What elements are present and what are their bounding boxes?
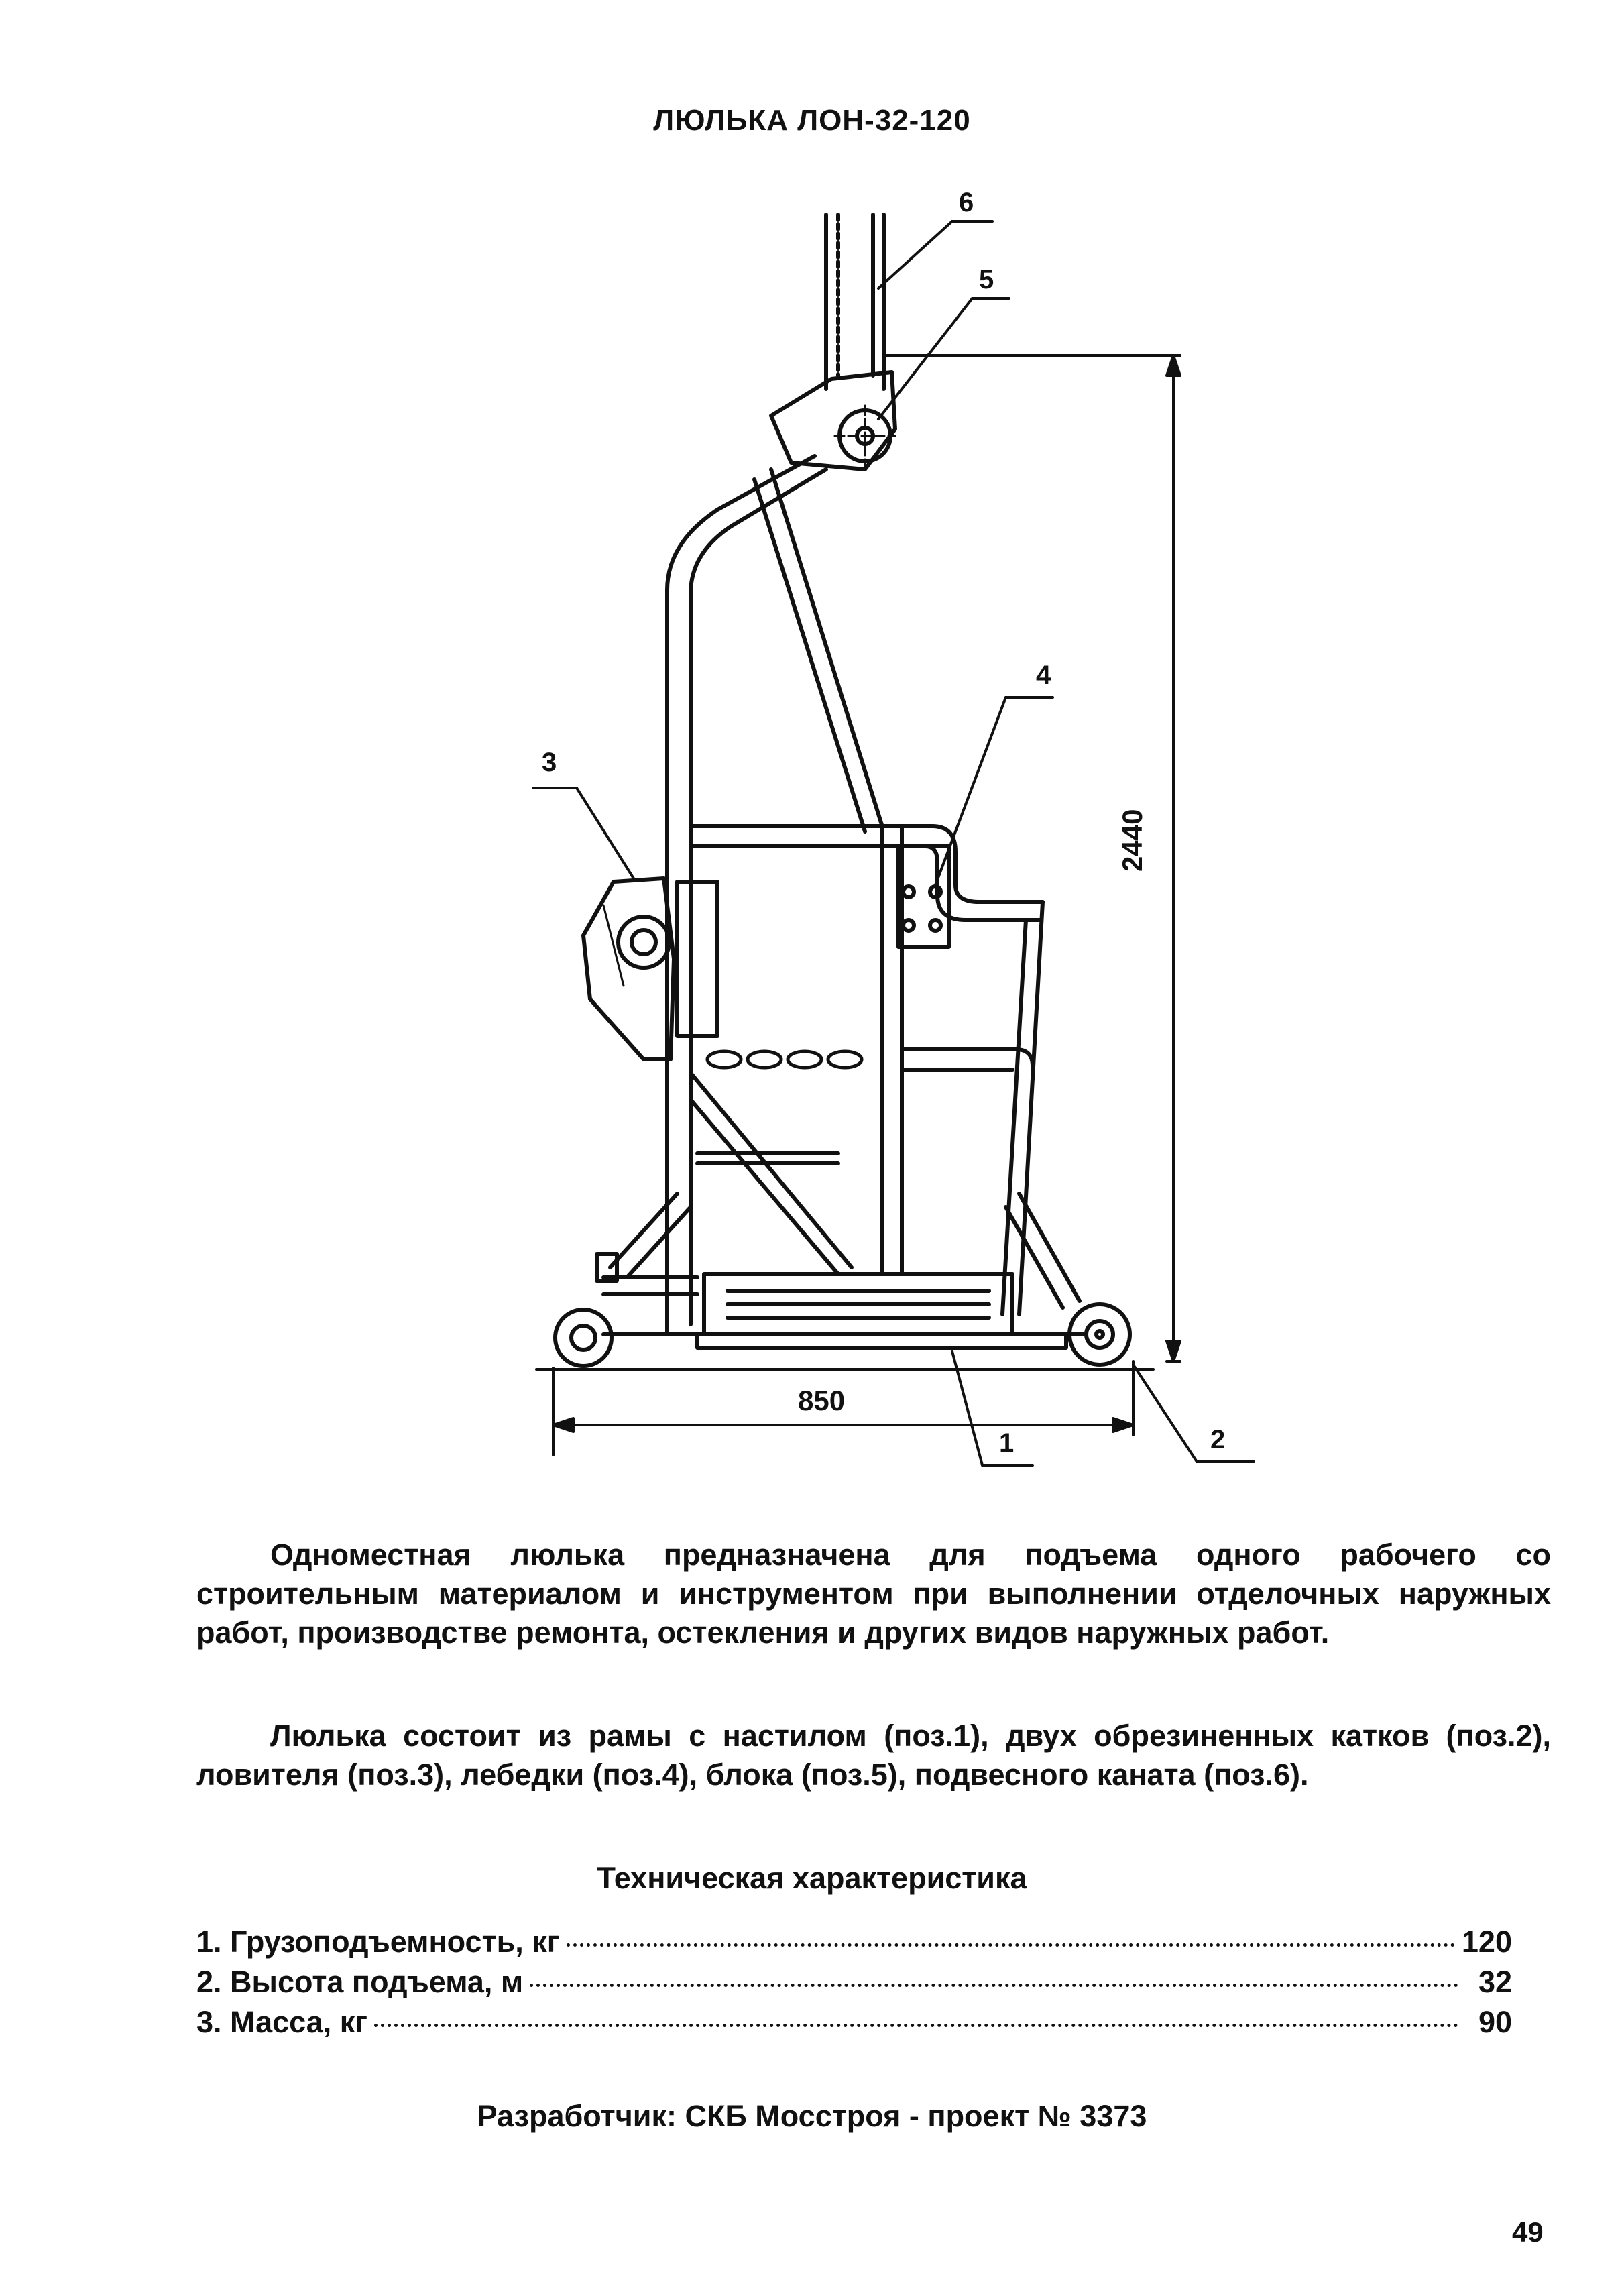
spec-label: 1. Грузоподъемность, кг	[196, 1925, 560, 1959]
spec-row	[196, 1925, 1512, 1965]
leader-dots	[374, 2024, 1458, 2027]
leader-dots	[530, 1984, 1458, 1987]
spec-label: 3. Масса, кг	[196, 2005, 367, 2039]
callout-1: 1	[999, 1428, 1014, 1458]
specs-list	[196, 1925, 1512, 2045]
spec-value: 120	[1461, 1925, 1512, 1959]
dimension-height: 2440	[1116, 809, 1148, 872]
spec-row	[196, 2005, 1512, 2045]
pulley-block	[771, 372, 895, 469]
page-number: 49	[1512, 2216, 1544, 2248]
description	[196, 1536, 1551, 1652]
description-paragraph-2: Люлька состоит из рамы с настилом (поз.1), двух обрезиненных катков (поз.2), ловителя (поз.3), лебедки (поз.4), блока (поз.5), подвесного каната (поз.6).	[196, 1719, 1551, 1792]
leader-dots	[567, 1943, 1455, 1947]
suspension-rope	[826, 215, 884, 389]
spec-value: 90	[1478, 2005, 1512, 2039]
specs-heading: Техническая характеристика	[597, 1861, 1027, 1895]
developer-credit: Разработчик: СКБ Мосстроя - проект № 3373	[477, 2099, 1147, 2133]
description-paragraph-1: Одноместная люлька предназначена для подъема одного рабочего со строительным материалом и инструментом при выполнении отделочных наружных работ, производстве ремонта, остекления и других видов наружных работ.	[196, 1538, 1551, 1650]
page-title: ЛЮЛЬКА ЛОН-32-120	[653, 104, 971, 137]
safety-chain	[707, 1051, 862, 1068]
winch-plate	[898, 846, 949, 947]
dimension-width: 850	[798, 1385, 846, 1416]
callout-2: 2	[1210, 1425, 1226, 1454]
callout-4: 4	[1036, 661, 1051, 690]
callout-5: 5	[979, 265, 994, 294]
callout-3: 3	[542, 748, 557, 777]
spec-row	[196, 1965, 1512, 2005]
catcher-device	[583, 878, 717, 1059]
spec-value: 32	[1478, 1965, 1512, 1999]
description-composition	[196, 1717, 1551, 1794]
callout-6: 6	[959, 188, 974, 217]
spec-label: 2. Высота подъема, м	[196, 1965, 524, 1999]
